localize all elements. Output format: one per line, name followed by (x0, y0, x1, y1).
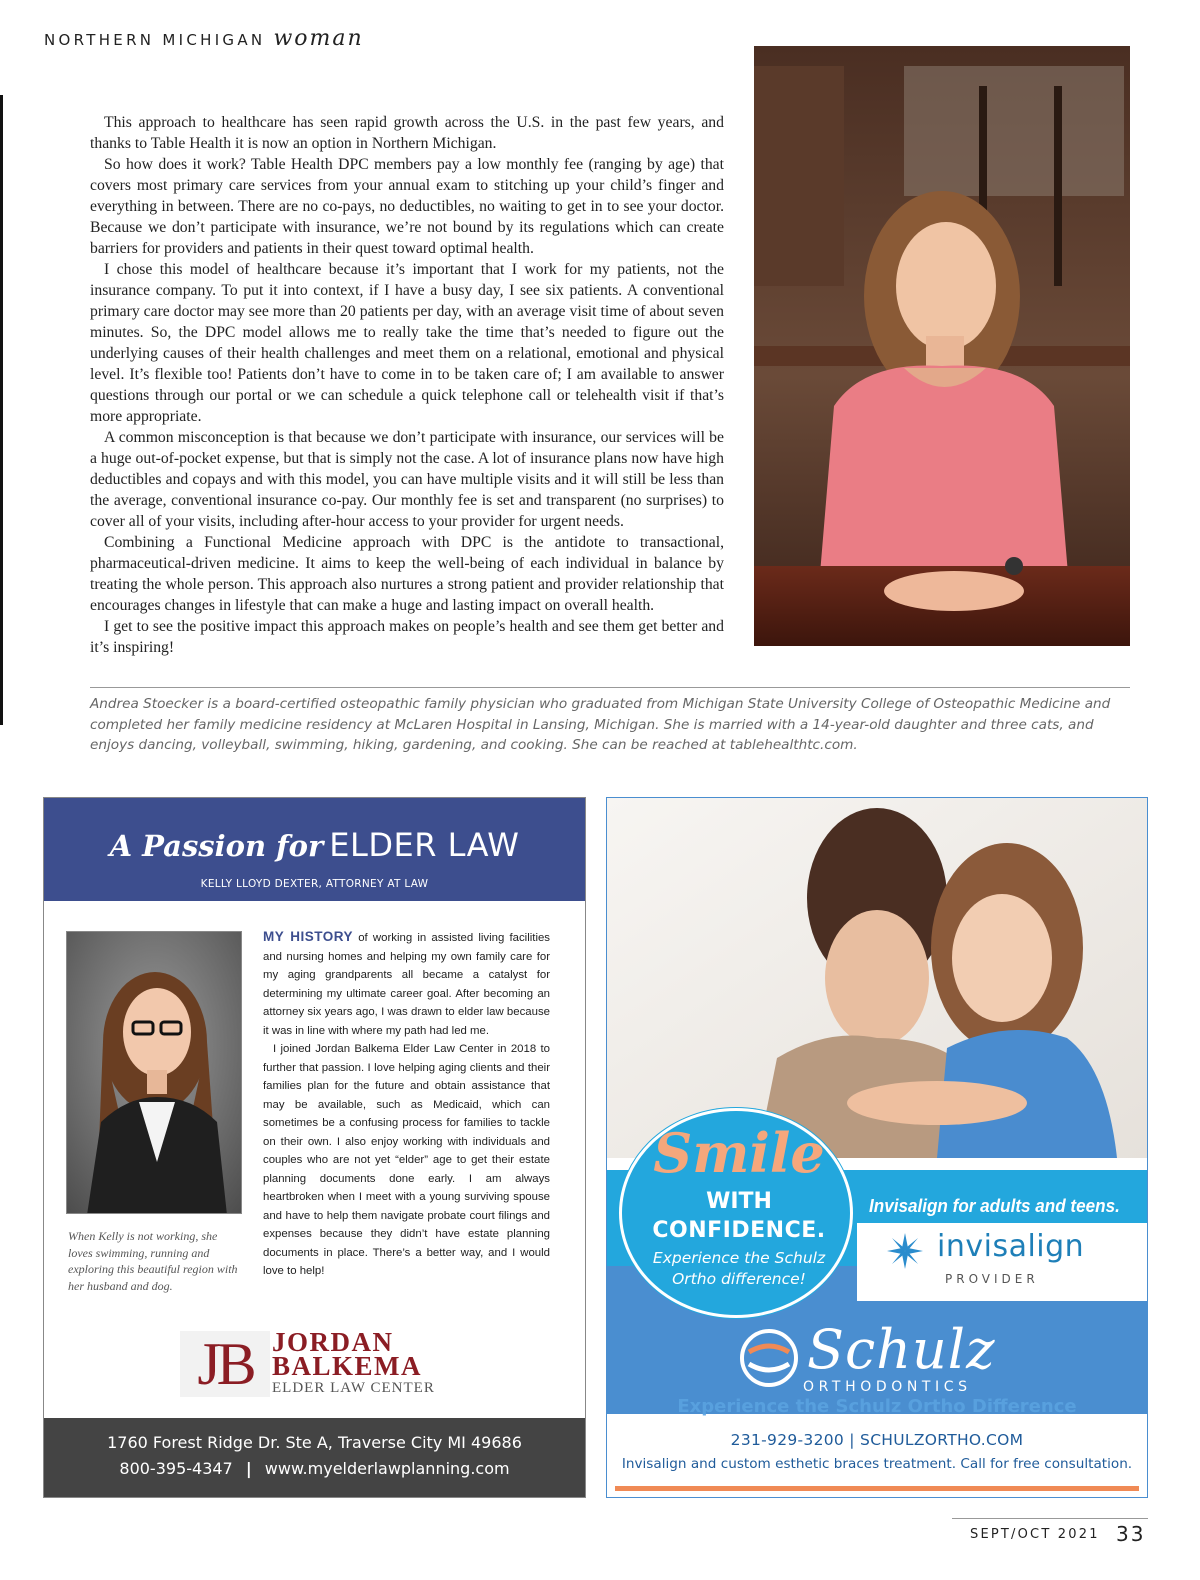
page-edge-rule (0, 95, 3, 725)
author-bio: Andrea Stoecker is a board-certified osteopathic family physician who graduated from Michigan State University College of Osteopathic Medicine and completed her family medicine residency at McLaren Hospital in Lansing, Michigan. She is married with a 14-year-old daughter and three cats, and enjoys dancing, volleyball, swimming, hiking, gardening, and cooking. She can be reached at tablehealthtc.com. (90, 696, 1111, 753)
smile-badge (619, 1108, 853, 1318)
schulz-phone-web: 231-929-3200 | SCHULZORTHO.COM (730, 1431, 1024, 1449)
magazine-script: woman (273, 26, 364, 51)
invisalign-headline: Invisalign for adults and teens. (869, 1196, 1120, 1216)
invisalign-star-icon (885, 1231, 925, 1271)
story-paragraph-1: of working in assisted living facilities and nursing homes and helping my own family care for my aging grandparents all became a catalyst for determining my ultimate career goal. After becoming an attorney six years ago, I was drawn to elder law because it was in line with where my path had led me. (263, 932, 550, 1037)
jordan-balkema-logo (180, 1327, 470, 1401)
article-paragraph: I get to see the positive impact this approach makes on people’s health and see them get better and it’s inspiring! (90, 618, 724, 656)
attorney-photo-illustration (67, 932, 242, 1214)
ad-hero-photo (607, 798, 1147, 1158)
magazine-header (44, 26, 364, 56)
ad-headline-caps: ELDER LAW (329, 826, 520, 864)
article-paragraph: I chose this model of healthcare because it’s important that I work for my patients, not the insurance company. To put it into context, if I have a busy day, I see six patients. A conventional primary care doctor may see more than 20 patients per day, with an average visit time of about seven minutes. So, the DPC model allows me to really take the time that’s needed to figure out the underlying causes of their health challenges and meet them on a relational, emotional and physical level. It’s flexible too! Patients don’t have to come in to be taken care of; I am available to answer questions through our portal or we can schedule a quick telephone call or telehealth visit if that’s more appropriate. (90, 261, 724, 425)
attorney-photo (66, 931, 242, 1214)
schulz-ortho-ad (606, 797, 1148, 1498)
magazine-name: NORTHERN MICHIGAN (44, 31, 266, 49)
office-phone: 800-395-4347 (119, 1459, 233, 1478)
attorney-name: KELLY LLOYD DEXTER, ATTORNEY AT LAW (200, 878, 429, 890)
smile-experience: Experience the Schulz Ortho difference! (652, 1249, 826, 1288)
footer-rule (952, 1518, 1148, 1519)
story-lead: MY HISTORY (263, 929, 354, 944)
article-paragraph: This approach to healthcare has seen rapid growth across the U.S. in the past few years, and thanks to Table Health it is now an option in Northern Michigan. (90, 114, 724, 152)
invisalign-wordmark: invisalign (937, 1229, 1085, 1264)
accent-bar (615, 1486, 1139, 1491)
article-body (90, 112, 724, 658)
invisalign-logo (857, 1223, 1147, 1301)
schulz-wordmark: Schulz (807, 1318, 996, 1381)
issue-label: SEPT/OCT 2021 (970, 1527, 1100, 1542)
logo-line-2: BALKEMA (272, 1351, 423, 1381)
logo-initials: JB (180, 1331, 270, 1397)
ad-headline-italic: A Passion for (109, 829, 324, 863)
hero-photo-illustration (607, 798, 1147, 1158)
author-photo (754, 46, 1130, 646)
bio-divider (90, 687, 1130, 688)
office-website: www.myelderlawplanning.com (264, 1459, 510, 1478)
article-paragraph: Combining a Functional Medicine approach with DPC is the antidote to transactional, pharmaceutical-driven medicine. It aims to keep the well-being of each individual in balance by treating the whole person. This approach also nurtures a strong patient and provider relationship that encourages changes in lifestyle that can make a huge and lasting impact on overall health. (90, 534, 724, 614)
contact-line (44, 1459, 585, 1478)
ad-contact-bar (44, 1418, 585, 1497)
schulz-tail-text: Invisalign and custom esthetic braces treatment. Call for free consultation. (621, 1456, 1133, 1472)
elder-law-ad (43, 797, 586, 1498)
smile-with: WITH (706, 1189, 772, 1214)
invisalign-provider: PROVIDER (945, 1272, 1039, 1286)
schulz-logo-icon (739, 1328, 799, 1388)
article-paragraph: A common misconception is that because we don’t participate with insurance, our services will be a huge out-of-pocket expense, but that is simply not the case. A lot of insurance plans now have high deductibles and copays and with this model, you can have multiple visits and it will still be less than the average, conventional insurance co-pay. Our monthly fee is set and transparent (no surprises) to cover all of your visits, including after-hour access to your provider for urgent needs. (90, 429, 724, 530)
author-photo-illustration (754, 46, 1130, 646)
story-paragraph-2: I joined Jordan Balkema Elder Law Center in 2018 to further that passion. I love helping aging clients and their families plan for the future and obtain assistance that may be available, such as Medicaid, which can sometimes be a confusing process for families to tackle on their own. I also enjoy working with individuals and couples who are not yet “elder” age to get their estate planning documents done early. I am always heartbroken when I meet with a young surviving spouse and have to help them navigate probate court filings and expenses because they didn’t have estate planning documents in place. There’s a better way, and I would love to help! (263, 1043, 550, 1277)
schulz-tagline: Experience the Schulz Ortho Difference (677, 1396, 1077, 1417)
smile-confidence: CONFIDENCE. (652, 1218, 826, 1243)
smile-script: Smile (653, 1121, 825, 1185)
story-paragraph (263, 928, 550, 1040)
page-number: 33 (1116, 1522, 1146, 1546)
logo-line-1: JORDAN (272, 1327, 394, 1357)
schulz-orthodontics: ORTHODONTICS (803, 1379, 972, 1395)
attorney-photo-caption: When Kelly is not working, she loves swimming, running and exploring this beautiful region with her husband and dog. (68, 1229, 238, 1293)
ad-headline (44, 826, 585, 864)
office-address: 1760 Forest Ridge Dr. Ste A, Traverse City MI 49686 (107, 1433, 522, 1452)
attorney-story (263, 928, 550, 1281)
contact-strip (607, 1414, 1147, 1486)
article-paragraph: So how does it work? Table Health DPC members pay a low monthly fee (ranging by age) that covers most primary care services from your annual exam to stitching up your child’s finger and everything in between. There are no co-pays, no deductibles, no waiting to get in to see your doctor. Because we don’t participate with insurance, we’re not bound by its regulations which can create barriers for providers and patients in their quest toward optimal health. (90, 156, 724, 257)
contact-separator: | (245, 1459, 252, 1478)
logo-line-3: ELDER LAW CENTER (272, 1380, 435, 1396)
